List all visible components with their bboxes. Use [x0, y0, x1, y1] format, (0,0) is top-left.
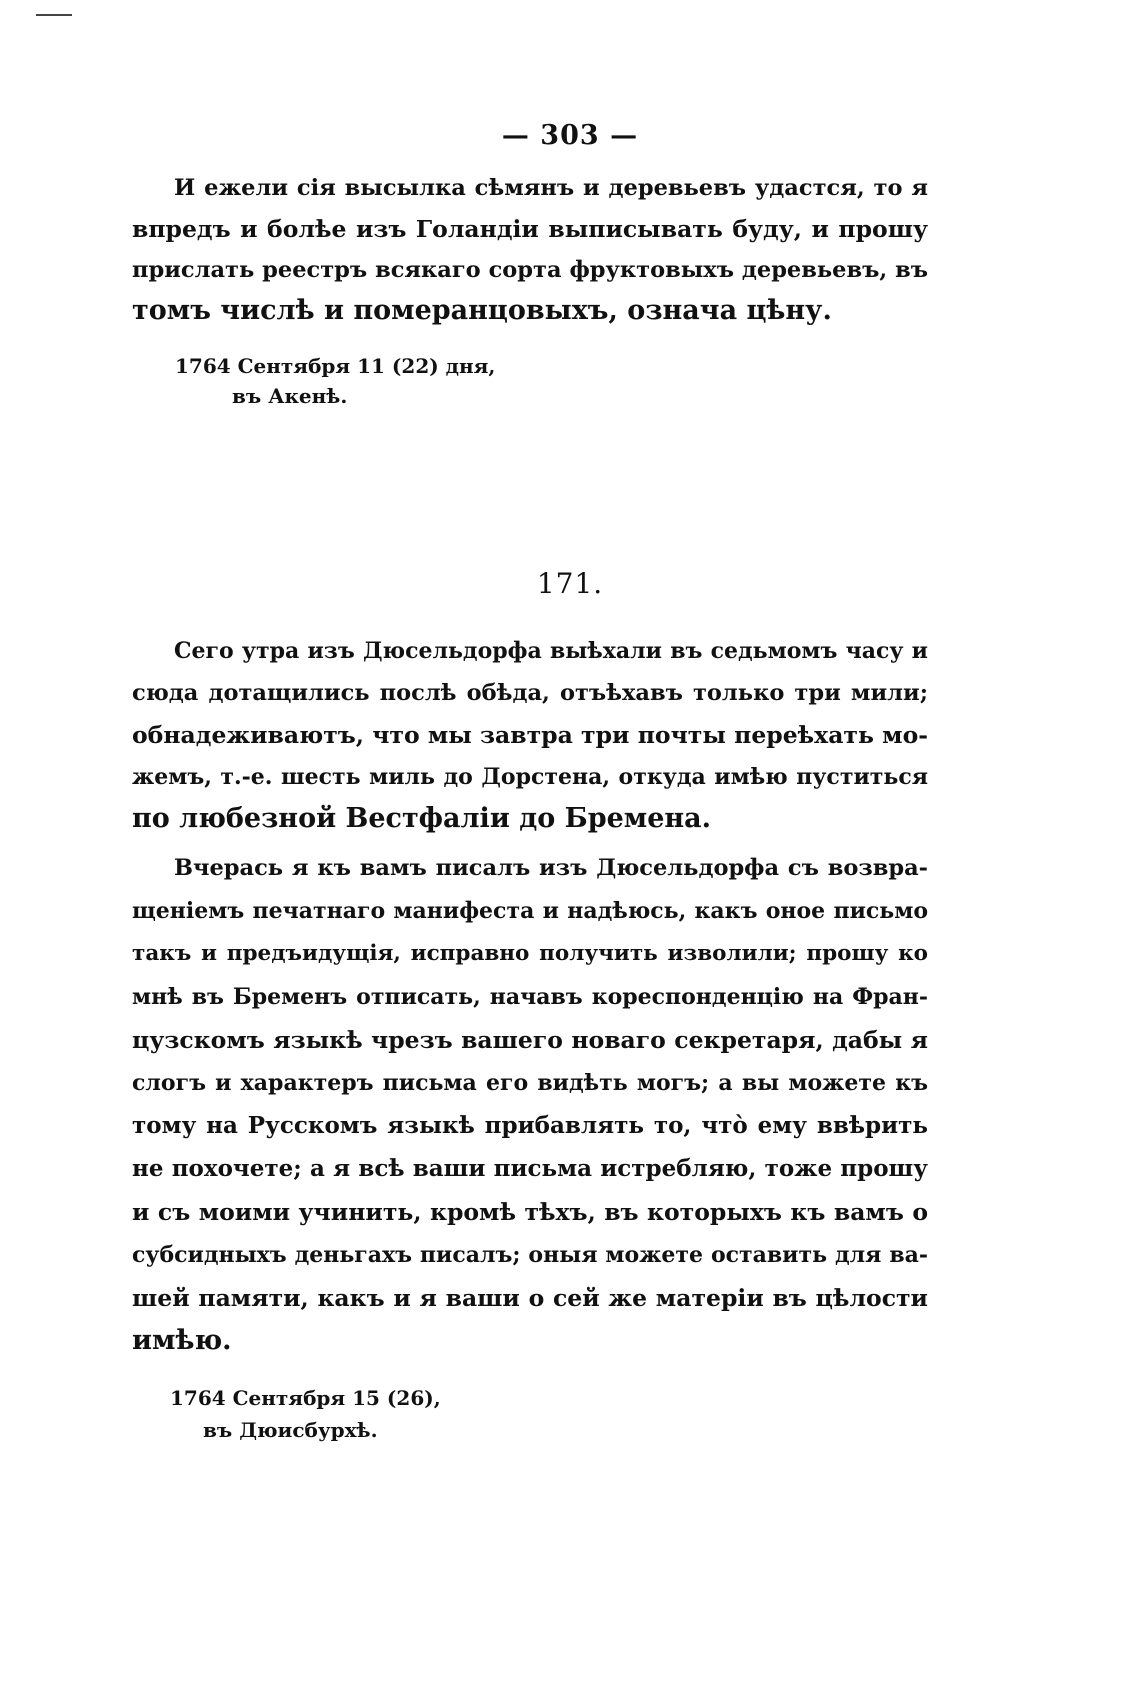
text-line: сюда дотащились послѣ обѣда, отъѣхавъ только три мили;	[132, 680, 928, 706]
signature-date: 1764 Сентября 11 (22) дня,	[175, 354, 496, 378]
text-line: тому на Русскомъ языкѣ прибавлять то, что̀ ему ввѣрить	[132, 1112, 928, 1139]
text-line: не похочете; а я всѣ ваши письма истребляю, тоже прошу	[132, 1155, 928, 1182]
signature-place: въ Акенѣ.	[232, 384, 348, 408]
text-line: прислать реестръ всякаго сорта фруктовыхъ деревьевъ, въ	[132, 257, 928, 283]
letter-number: 171.	[536, 567, 604, 600]
page-number: — 303 —	[501, 120, 639, 151]
text-line: по любезной Вестфаліи до Бремена.	[132, 803, 712, 834]
text-line: цузскомъ языкѣ чрезъ вашего новаго секретаря, дабы я	[132, 1026, 928, 1054]
text-line: мнѣ въ Бременъ отписать, начавъ кореспонденцію на Фран-	[132, 984, 928, 1010]
text-line: щеніемъ печатнаго манифеста и надѣюсь, какъ оное письмо	[132, 898, 928, 924]
text-line: такъ и предъидущія, исправно получить изволили; прошу ко	[132, 941, 928, 966]
top-rule	[36, 14, 72, 16]
text-line: шей памяти, какъ и я ваши о сей же матеріи въ цѣлости	[132, 1284, 928, 1312]
text-line: и съ моими учинить, кромѣ тѣхъ, въ которыхъ къ вамъ о	[132, 1198, 928, 1226]
signature-place: въ Дюисбурхѣ.	[203, 1418, 378, 1442]
signature-date: 1764 Сентября 15 (26),	[170, 1386, 441, 1410]
text-line: слогъ и характеръ письма его видѣть могъ; а вы можете къ	[132, 1070, 928, 1096]
text-line: жемъ, т.-е. шесть миль до Дорстена, откуда имѣю пуститься	[132, 764, 928, 790]
text-line: Вчерась я къ вамъ писалъ изъ Дюсельдорфа съ возвра-	[174, 855, 928, 881]
text-line: имѣю.	[132, 1325, 232, 1356]
text-line: Сего утра изъ Дюсельдорфа выѣхали въ седьмомъ часу и	[174, 638, 928, 664]
text-line: субсидныхъ деньгахъ писалъ; оныя можете оставить для ва-	[132, 1242, 928, 1268]
text-line: И ежели сія высылка сѣмянъ и деревьевъ удастся, то я	[174, 175, 928, 201]
text-line: томъ числѣ и померанцовыхъ, означа цѣну.	[132, 295, 832, 326]
text-line: впредъ и болѣе изъ Голандіи выписывать буду, и прошу	[132, 215, 928, 243]
text-line: обнадеживаютъ, что мы завтра три почты переѣхать мо-	[132, 721, 928, 749]
